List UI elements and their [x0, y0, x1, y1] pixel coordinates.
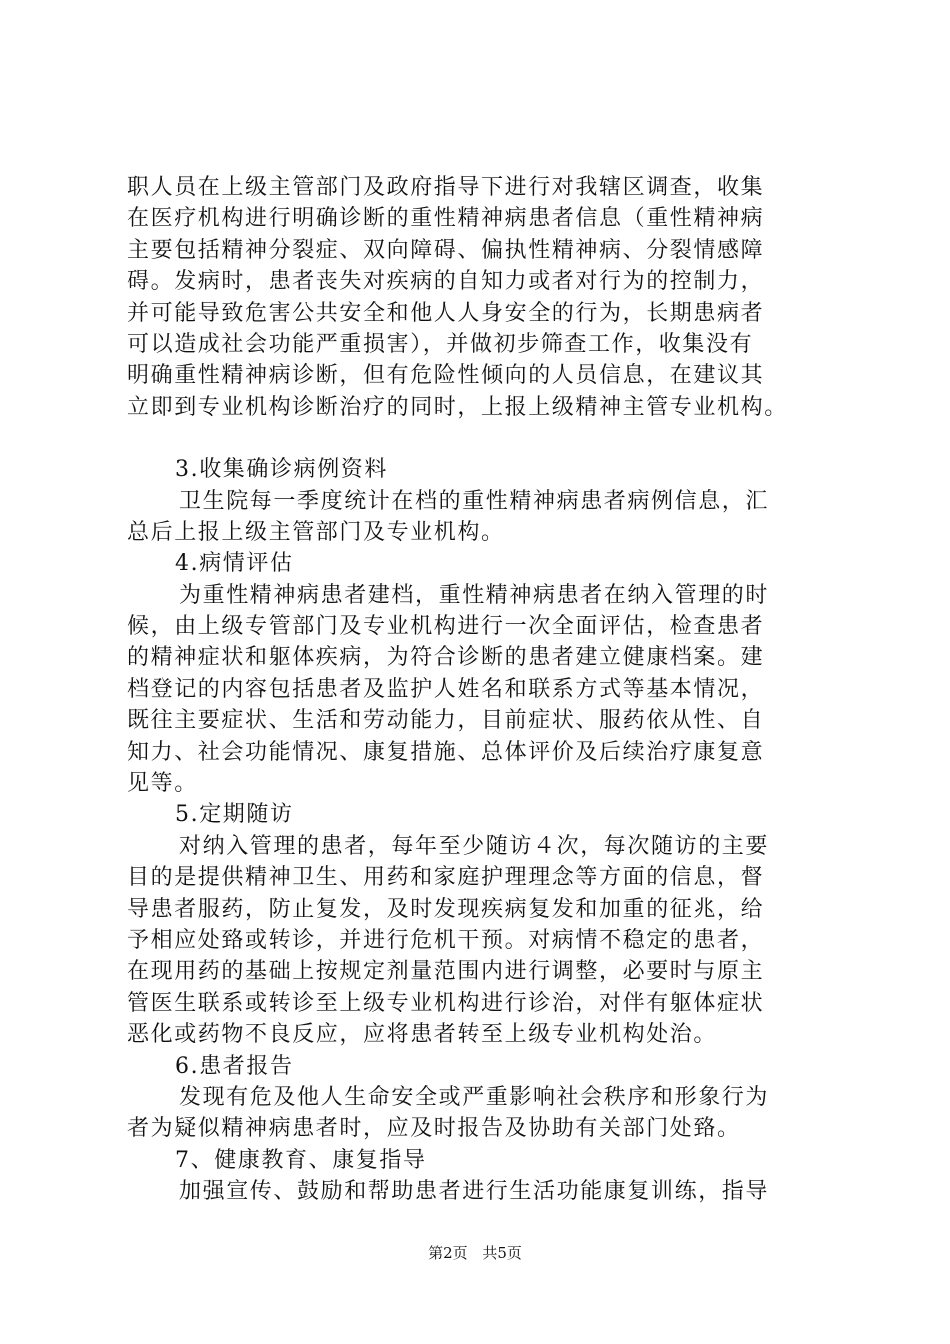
section-heading: 5.定期随访 [175, 802, 294, 828]
text-line: 碍。发病时，患者丧失对疾病的自知力或者对行为的控制力， [127, 269, 765, 295]
section-4 [127, 548, 839, 799]
text-line: 立即到专业机构诊断治疗的同时，上报上级精神主管专业机构。 [127, 394, 788, 420]
text-line: 可以造成社会功能严重损害），并做初步筛查工作，收集没有 [127, 331, 754, 357]
text-line: 管医生联系或转诊至上级专业机构进行诊治，对伴有躯体症状 [127, 990, 765, 1016]
page-footer [0, 1243, 950, 1263]
text-line: 职人员在上级主管部门及政府指导下进行对我辖区调查，收集 [127, 175, 765, 200]
section-6 [127, 1051, 839, 1145]
paragraph-continued [127, 172, 839, 423]
section-5 [127, 799, 839, 1050]
page-number: 第2页 [428, 1244, 468, 1262]
section-7 [127, 1145, 839, 1208]
text-line: 为重性精神病患者建档，重性精神病患者在纳入管理的时 [179, 582, 770, 608]
text-line: 并可能导致危害公共安全和他人人身安全的行为，长期患病者 [127, 300, 765, 326]
text-line: 导患者服药，防止复发，及时发现疾病复发和加重的征兆，给 [127, 896, 765, 922]
text-line: 主要包括精神分裂症、双向障碍、偏执性精神病、分裂情感障 [127, 237, 765, 263]
text-line: 明确重性精神病诊断，但有危险性倾向的人员信息，在建议其 [127, 363, 765, 389]
text-line: 卫生院每一季度统计在档的重性精神病患者病例信息，汇 [179, 488, 770, 514]
text-line: 见等。 [127, 771, 198, 797]
page-total: 共5页 [482, 1244, 522, 1262]
text-line: 发现有危及他人生命安全或严重影响社会秩序和形象行为 [179, 1084, 770, 1110]
text-line: 候，由上级专管部门及专业机构进行一次全面评估，检查患者 [127, 614, 765, 640]
document-body [127, 172, 839, 1208]
text-line: 总后上报上级主管部门及专业机构。 [127, 519, 505, 545]
text-line: 予相应处臵或转诊，并进行危机干预。对病情不稳定的患者， [127, 927, 765, 953]
section-3 [127, 454, 839, 548]
text-line: 恶化或药物不良反应，应将患者转至上级专业机构处治。 [127, 1022, 718, 1048]
text-line: 者为疑似精神病患者时，应及时报告及协助有关部门处臵。 [127, 1116, 741, 1142]
text-line: 在医疗机构进行明确诊断的重性精神病患者信息（重性精神病 [127, 206, 765, 232]
text-line: 目的是提供精神卫生、用药和家庭护理理念等方面的信息，督 [127, 865, 765, 891]
text-line: 的精神症状和躯体疾病，为符合诊断的患者建立健康档案。建 [127, 645, 765, 671]
section-heading: 6.患者报告 [175, 1053, 294, 1079]
text-line: 在现用药的基础上按规定剂量范围内进行调整，必要时与原主 [127, 959, 765, 985]
text-line: 档登记的内容包括患者及监护人姓名和联系方式等基本情况， [127, 676, 765, 702]
paragraph-gap [127, 423, 839, 454]
text-line: 对纳入管理的患者，每年至少随访４次，每次随访的主要 [179, 833, 770, 859]
text-line: 知力、社会功能情况、康复措施、总体评价及后续治疗康复意 [127, 739, 765, 765]
section-heading: 7、健康教育、康复指导 [175, 1147, 427, 1173]
text-line: 既往主要症状、生活和劳动能力，目前症状、服药依从性、自 [127, 708, 765, 734]
section-heading: 3.收集确诊病例资料 [175, 457, 388, 483]
text-line: 加强宣传、鼓励和帮助患者进行生活功能康复训练，指导 [179, 1179, 770, 1205]
section-heading: 4.病情评估 [175, 551, 294, 577]
